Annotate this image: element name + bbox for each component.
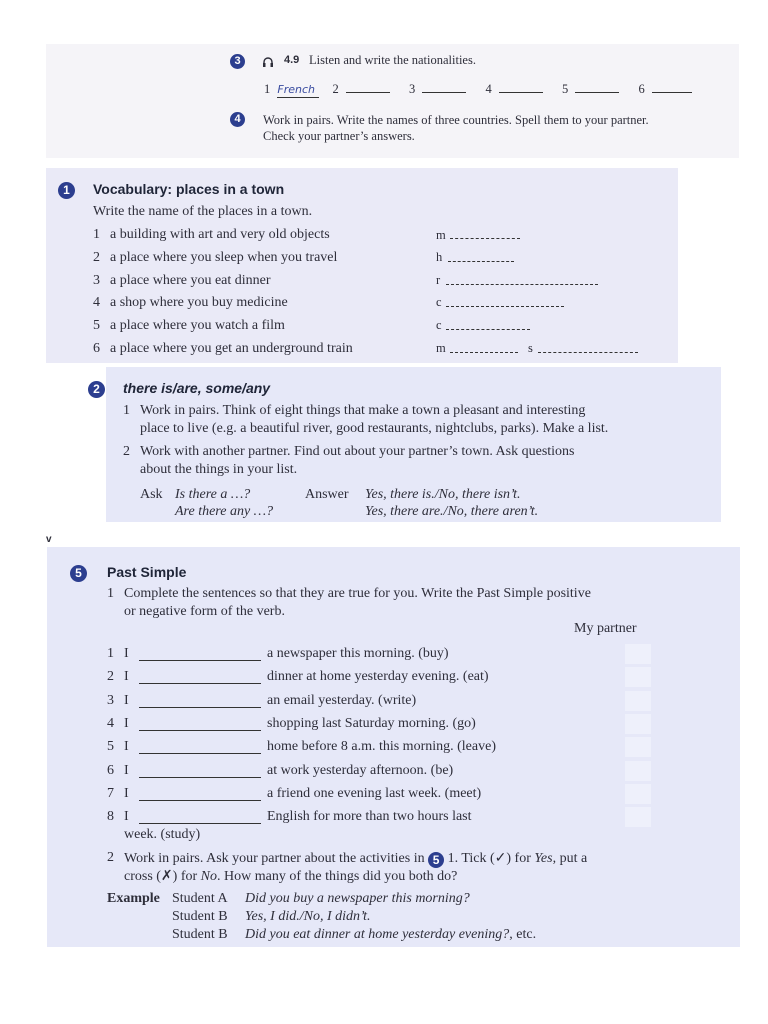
example-line: Did you eat dinner at home yesterday evening? xyxy=(245,927,510,942)
pairs-instruction-line2: Check your partner’s answers. xyxy=(263,129,415,143)
sentence-number: 2 xyxy=(107,669,114,684)
sentence-subject: I xyxy=(124,693,129,708)
partner-tick-box[interactable] xyxy=(625,644,651,664)
answer-blank[interactable] xyxy=(139,740,261,754)
past-simple-panel xyxy=(47,547,740,947)
sentence-number: 5 xyxy=(107,739,114,754)
item-number: 4 xyxy=(93,295,100,310)
answer-2: Yes, there are./No, there aren’t. xyxy=(365,504,539,519)
item-text: a building with art and very old objects xyxy=(110,227,330,242)
item-text: a place where you eat dinner xyxy=(110,273,271,288)
answer-blank[interactable] xyxy=(446,317,530,330)
example-line: Did you buy a newspaper this morning? xyxy=(245,891,470,906)
item-text: a shop where you buy medicine xyxy=(110,295,288,310)
partner-tick-box[interactable] xyxy=(625,667,651,687)
sentence-number: 1 xyxy=(107,646,114,661)
exercise-number-4: 4 xyxy=(230,112,245,127)
sentence-subject: I xyxy=(124,763,129,778)
answer-blank[interactable] xyxy=(450,226,520,239)
ask-label: Ask xyxy=(140,487,163,502)
sentence-subject: I xyxy=(124,739,129,754)
answer-blank[interactable] xyxy=(139,694,261,708)
answer-blank[interactable] xyxy=(575,92,619,93)
exercise-number-5: 5 xyxy=(70,565,87,582)
item-hint: c xyxy=(436,295,442,309)
past-item1-line1: Complete the sentences so that they are true for you. Write the Past Simple positive xyxy=(124,586,591,601)
answer-blank[interactable] xyxy=(448,249,514,262)
sentence-subject: I xyxy=(124,669,129,684)
sentence-text: dinner at home yesterday evening. (eat) xyxy=(267,669,489,684)
item-hint: c xyxy=(436,318,442,332)
example-line-3 xyxy=(245,927,536,943)
answer-blank[interactable] xyxy=(277,82,319,98)
item-number: 3 xyxy=(93,273,100,288)
sentence-text-continued: week. (study) xyxy=(124,827,201,842)
answer-1: Yes, there is./No, there isn’t. xyxy=(365,487,521,502)
answer-blank[interactable] xyxy=(450,340,518,353)
answer-number: 4 xyxy=(485,82,492,96)
exercise-reference-5: 5 xyxy=(428,852,444,868)
past-item1-line2: or negative form of the verb. xyxy=(124,604,285,619)
item-number: 5 xyxy=(93,318,100,333)
item-number: 2 xyxy=(123,444,130,459)
item-number: 1 xyxy=(107,586,114,601)
answer-label: Answer xyxy=(305,487,349,502)
partner-tick-box[interactable] xyxy=(625,737,651,757)
partner-tick-box[interactable] xyxy=(625,714,651,734)
sentence-text: an email yesterday. (write) xyxy=(267,693,417,708)
sentence-number: 4 xyxy=(107,716,114,731)
item-hint: m xyxy=(436,341,446,355)
example-line: Yes, I did./No, I didn’t. xyxy=(245,909,371,924)
vocabulary-instruction: Write the name of the places in a town. xyxy=(93,204,313,219)
sentence-number: 3 xyxy=(107,693,114,708)
item-text: a place where you sleep when you travel xyxy=(110,250,338,265)
there-is-are-panel xyxy=(93,367,721,522)
exercise-number-3: 3 xyxy=(230,54,245,69)
sentence-text: English for more than two hours last xyxy=(267,809,472,824)
item-number: 1 xyxy=(123,403,130,418)
listen-panel xyxy=(46,44,739,158)
ask-question-1: Is there a …? xyxy=(175,487,251,502)
item-number: 1 xyxy=(93,227,100,242)
answer-blank[interactable] xyxy=(139,670,261,684)
sentence-text: home before 8 a.m. this morning. (leave) xyxy=(267,739,496,754)
past-item2-text-a: Work in pairs. Ask your partner about the activities in xyxy=(124,851,425,866)
sentence-subject: I xyxy=(124,786,129,801)
answer-number: 5 xyxy=(562,82,569,96)
exercise-number-1: 1 xyxy=(58,182,75,199)
sentence-text: shopping last Saturday morning. (go) xyxy=(267,716,476,731)
pairs-instruction-line1: Work in pairs. Write the names of three countries. Spell them to your partner. xyxy=(263,113,649,127)
answer-number: 6 xyxy=(638,82,645,96)
example-speaker: Student B xyxy=(172,927,228,942)
past-item2-line2 xyxy=(124,868,457,885)
partner-tick-box[interactable] xyxy=(625,784,651,804)
sentence-text: a friend one evening last week. (meet) xyxy=(267,786,482,801)
example-speaker: Student A xyxy=(172,891,228,906)
sentence-subject: I xyxy=(124,809,129,824)
answer-blank[interactable] xyxy=(346,92,390,93)
sentence-text: at work yesterday afternoon. (be) xyxy=(267,763,454,778)
sentence-subject: I xyxy=(124,716,129,731)
partner-tick-box[interactable] xyxy=(625,761,651,781)
answer-blank[interactable] xyxy=(499,92,543,93)
my-partner-heading: My partner xyxy=(574,621,637,636)
answer-blank[interactable] xyxy=(139,647,261,661)
past-item2-text-b: 1. Tick (✓) for xyxy=(447,851,531,866)
past-simple-title: Past Simple xyxy=(107,564,187,580)
handwritten-answer: French xyxy=(277,83,315,96)
item-number: 6 xyxy=(93,341,100,356)
item-hint-second: s xyxy=(528,341,533,355)
there-title: there is/are, some/any xyxy=(123,380,271,396)
answer-blank[interactable] xyxy=(139,810,261,824)
vocabulary-panel xyxy=(46,168,678,363)
item-number: 2 xyxy=(107,850,114,865)
answer-number: 1 xyxy=(264,82,271,96)
yes-word: Yes xyxy=(534,851,553,866)
answer-blank[interactable] xyxy=(139,717,261,731)
example-speaker: Student B xyxy=(172,909,228,924)
sentence-number: 6 xyxy=(107,763,114,778)
sentence-number: 8 xyxy=(107,809,114,824)
item-text: a place where you get an underground train xyxy=(110,341,353,356)
vocabulary-title: Vocabulary: places in a town xyxy=(93,181,285,197)
past-item2-text-e: . How many of the things did you both do? xyxy=(217,869,458,884)
track-number: 4.9 xyxy=(284,54,300,66)
there-item2-line1: Work with another partner. Find out about your partner’s town. Ask questions xyxy=(140,444,575,459)
partner-tick-box[interactable] xyxy=(625,691,651,711)
no-word: No xyxy=(200,869,217,884)
exercise-number-2: 2 xyxy=(88,381,105,398)
headphones-icon xyxy=(262,56,274,68)
item-hint: r xyxy=(436,273,441,287)
nationality-answers xyxy=(264,82,692,98)
there-item1-line2: place to live (e.g. a beautiful river, good restaurants, nightclubs, parks). Make a list. xyxy=(140,421,609,436)
answer-blank[interactable] xyxy=(139,787,261,801)
partner-tick-box[interactable] xyxy=(625,807,651,827)
item-hint: h xyxy=(436,250,443,264)
ask-question-2: Are there any …? xyxy=(175,504,274,519)
item-hint: m xyxy=(436,228,446,242)
stray-mark: v xyxy=(46,534,52,545)
item-number: 2 xyxy=(93,250,100,265)
past-item2-text-d: cross (✗) for xyxy=(124,869,198,884)
answer-blank[interactable] xyxy=(139,764,261,778)
answer-blank[interactable] xyxy=(422,92,466,93)
example-suffix: , etc. xyxy=(509,927,537,942)
past-item2-text-c: , put a xyxy=(552,851,588,866)
item-text: a place where you watch a film xyxy=(110,318,285,333)
sentence-subject: I xyxy=(124,646,129,661)
sentence-number: 7 xyxy=(107,786,114,801)
answer-blank[interactable] xyxy=(446,294,564,307)
answer-blank[interactable] xyxy=(538,340,638,353)
answer-number: 3 xyxy=(409,82,416,96)
answer-blank[interactable] xyxy=(652,92,692,93)
answer-number: 2 xyxy=(332,82,339,96)
answer-blank[interactable] xyxy=(446,272,598,285)
there-item1-line1: Work in pairs. Think of eight things that make a town a pleasant and interesting xyxy=(140,403,586,418)
listen-instruction: Listen and write the nationalities. xyxy=(309,53,476,67)
example-label: Example xyxy=(107,891,160,906)
past-item2-line1 xyxy=(124,850,587,868)
sentence-text: a newspaper this morning. (buy) xyxy=(267,646,449,661)
there-item2-line2: about the things in your list. xyxy=(140,462,298,477)
